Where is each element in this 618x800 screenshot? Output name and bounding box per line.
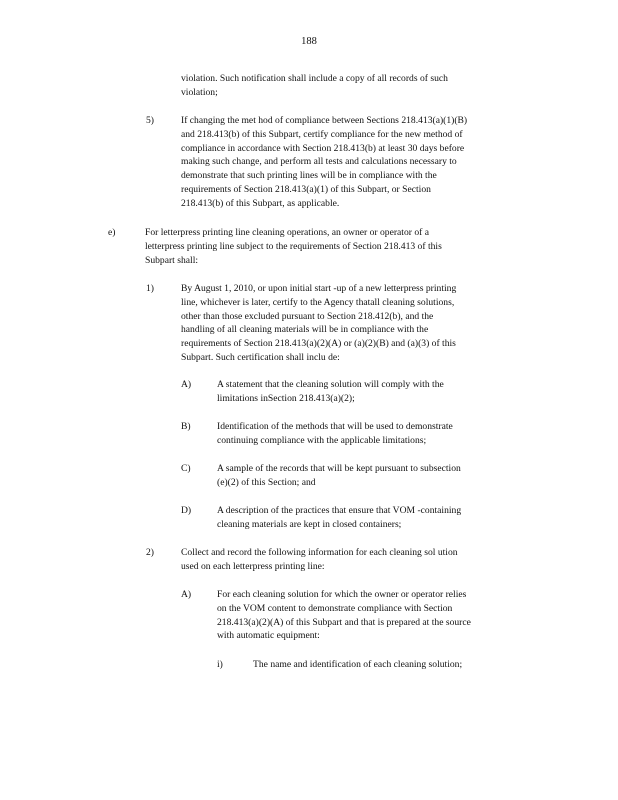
item-e1d-paragraph: A description of the practices that ensure that VOM -containing cleaning materials are kept in closed containers; [217,505,462,530]
item-e2ai-label: i) [217,659,223,670]
item-5-paragraph: If changing the met hod of compliance between Sections 218.413(a)(1)(B) and 218.413(b) of this Subpart, certify compliance for the new method of compliance in accordance with Section 218.413(b) at least 30 days before making such change, and perform all tests and calculations necessary to demonstrate that such printing lines will be in compliance with the requirements of Section 218.413(a)(1) of this Subpart, or Section 218.413(b) of this Subpart, as applicable. [181,115,468,209]
item-e2a-label: A) [181,589,192,600]
item-e2a-paragraph: For each cleaning solution for which the owner or operator relies on the VOM content to demonstrate compliance with Section 218.413(a)(2)(A) of this Subpart and that is prepared at the source with automatic equipment: [217,589,471,642]
item-e1c-paragraph: A sample of the records that will be kept pursuant to subsection (e)(2) of this Section; and [217,463,461,488]
page-number: 188 [301,36,317,47]
item-e1-paragraph: By August 1, 2010, or upon initial start -up of a new letterpress printing line, whichever is later, certify to the Agency thatall cleaning solutions, other than those excluded pursuant to Section 218.412(b), and the handling of all cleaning materials will be in compliance with the requirements of Section 218.413(a)(2)(A) or (a)(2)(B) and (a)(3) of this Subpart. Such certification shall inclu de: [181,283,457,363]
item-5-label: 5) [146,115,154,126]
item-e-paragraph: For letterpress printing line cleaning operations, an owner or operator of a letterpress printing line subject to the requirements of Section 218.413 of this Subpart shall: [145,227,442,266]
item-e1-label: 1) [146,283,154,294]
item-e1a-label: A) [181,379,192,390]
item-e2-paragraph: Collect and record the following information for each cleaning sol ution used on each letterpress printing line: [181,547,458,572]
item-e1a-paragraph: A statement that the cleaning solution will comply with the limitations inSection 218.413(a)(2); [217,379,444,404]
continuation-paragraph: violation. Such notification shall include a copy of all records of such violation; [181,73,448,98]
item-e2ai-paragraph: The name and identification of each cleaning solution; [253,659,463,670]
item-e1b-label: B) [181,421,191,432]
item-e1d-label: D) [181,505,192,516]
item-e-label: e) [108,227,116,238]
item-e1b-paragraph: Identification of the methods that will be used to demonstrate continuing compliance with the applicable limitations; [217,421,453,446]
item-e2-label: 2) [146,547,154,558]
item-e1c-label: C) [181,463,191,474]
